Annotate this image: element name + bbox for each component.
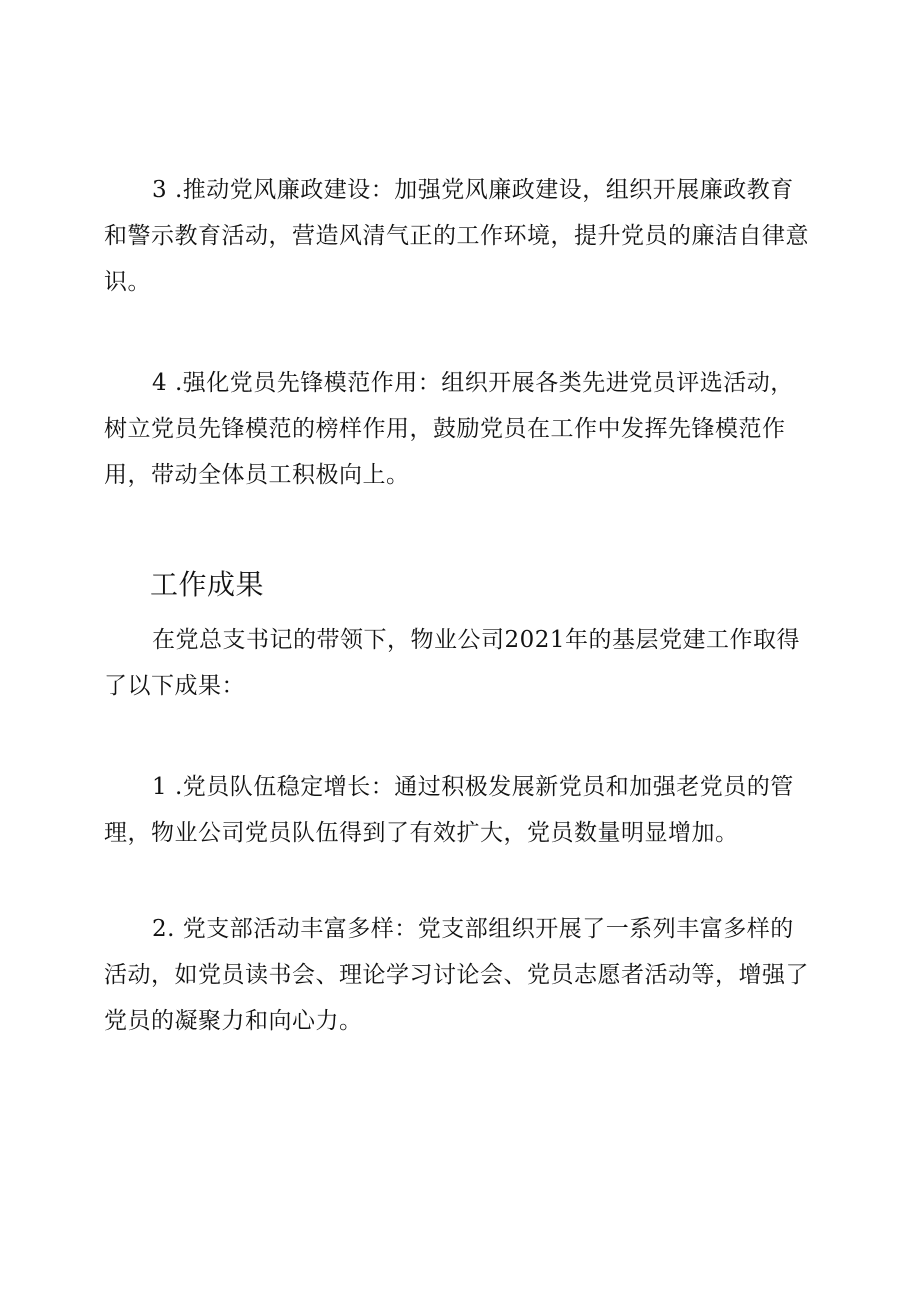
section-heading-results: 工作成果 <box>150 568 265 601</box>
paragraph-result-activities: 2. 党支部活动丰富多样：党支部组织开展了一系列丰富多样的活动，如党员读书会、理论学习讨论会、党员志愿者活动等，增强了党员的凝聚力和向心力。 <box>104 916 809 1034</box>
paragraph-vanguard-role: 4 .强化党员先锋模范作用：组织开展各类先进党员评选活动，树立党员先锋模范的榜样作用，鼓励党员在工作中发挥先锋模范作用，带动全体员工积极向上。 <box>104 370 794 488</box>
paragraph-anti-corruption: 3 .推动党风廉政建设：加强党风廉政建设，组织开展廉政教育和警示教育活动，营造风清气正的工作环境，提升党员的廉洁自律意识。 <box>104 177 809 295</box>
paragraph-results-intro: 在党总支书记的带领下，物业公司2021年的基层党建工作取得了以下成果： <box>104 627 801 699</box>
paragraph-result-membership: 1 .党员队伍稳定增长：通过积极发展新党员和加强老党员的管理，物业公司党员队伍得到了有效扩大，党员数量明显增加。 <box>104 774 794 846</box>
